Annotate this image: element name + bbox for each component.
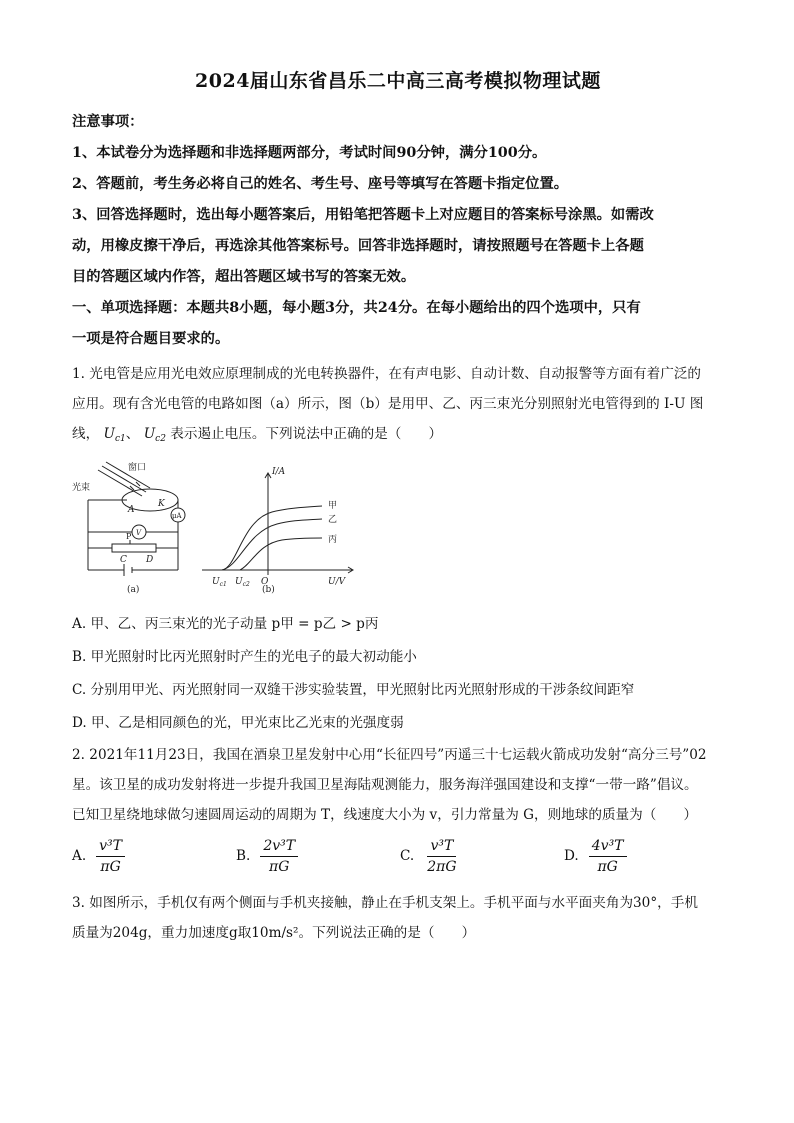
question-2-option-c: C. $\frac{\text{v³T}}{2\pi G}$	[400, 837, 457, 875]
question-3-text: 质量为204g，重力加速度g取10m/s²。下列说法正确的是（ ）	[72, 925, 476, 941]
question-2-text: 已知卫星绕地球做匀速圆周运动的周期为 T，线速度大小为 v，引力常量为 G，则地球的质量为（ ）	[72, 807, 698, 823]
section-heading: 一、单项选择题：本题共8小题，每小题3分，共24分。在每小题给出的四个选项中，只有	[72, 300, 641, 316]
label-slider: P	[126, 532, 132, 541]
question-2-option-a: A. $\frac{\text{v³T}}{\pi G}$	[72, 838, 236, 875]
stopping-voltage-2: $U_{c2}$	[143, 426, 166, 444]
section-heading: 一项是符合题目要求的。	[72, 331, 230, 347]
question-2-option-b: B. $\frac{\text{2v³T}}{\pi G}$	[236, 838, 400, 875]
question-1-text-suffix: 表示遏止电压。下列说法中正确的是（ ）	[170, 426, 443, 442]
label-microammeter: μA	[172, 512, 182, 520]
label-figure-b: (b)	[262, 585, 275, 595]
question-2-options	[72, 830, 724, 882]
stopping-voltage-1: $U_{c1}$	[103, 426, 126, 444]
notice-item: 1、本试卷分为选择题和非选择题两部分，考试时间90分钟，满分100分。	[72, 145, 547, 161]
label-voltmeter: V	[136, 529, 142, 537]
label-origin: O	[261, 577, 269, 587]
question-1-text: 1. 光电管是应用光电效应原理制成的光电转换器件，在有声电影、自动计数、自动报警等方面有着广泛的	[72, 366, 702, 382]
exam-page	[72, 66, 724, 948]
label-x-axis: U/V	[328, 577, 346, 587]
question-1-text: 线， $U_{c1}$、 $U_{c2}$ 表示遏止电压。下列说法中正确的是（ ）	[72, 426, 443, 444]
question-1-text: 应用。现有含光电管的电路如图（a）所示，图（b）是用甲、乙、丙三束光分别照射光电管得到的 I-U 图	[72, 396, 704, 412]
circuit-and-iu-graph	[72, 460, 372, 600]
question-3-text: 3. 如图所示，手机仅有两个侧面与手机夹接触，静止在手机支架上。手机平面与水平面夹角为30°，手机	[72, 895, 698, 911]
question-1-option-d: D. 甲、乙是相同颜色的光，甲光束比乙光束的光强度弱	[72, 715, 404, 731]
question-1-option-b: B. 甲光照射时比丙光照射时产生的光电子的最大初动能小	[72, 649, 417, 665]
notice-item: 动，用橡皮擦干净后，再选涂其他答案标号。回答非选择题时，请按照题号在答题卡上各题	[72, 238, 644, 254]
question-2-text: 星。该卫星的成功发射将进一步提升我国卫星海陆观测能力，服务海洋强国建设和支撑“一带一路”倡议。	[72, 777, 698, 793]
label-c: C	[120, 555, 127, 565]
question-1-option-a: A. 甲、乙、丙三束光的光子动量 p甲 = p乙 > p丙	[72, 616, 379, 632]
label-beam: 光束	[72, 483, 91, 493]
question-2-text: 2. 2021年11月23日，我国在酒泉卫星发射中心用“长征四号”丙遥三十七运载火箭成功发射“高分三号”02	[72, 747, 707, 763]
label-curve-yi: 乙	[328, 515, 338, 525]
question-1-text-prefix: 线，	[72, 426, 100, 442]
label-figure-a: (a)	[127, 585, 140, 595]
label-window: 窗口	[128, 463, 147, 473]
notice-item: 目的答题区域内作答，超出答题区域书写的答案无效。	[72, 269, 416, 285]
label-curve-jia: 甲	[328, 501, 338, 511]
notice-item: 2、答题前，考生务必将自己的姓名、考生号、座号等填写在答题卡指定位置。	[72, 176, 569, 192]
question-1-option-c: C. 分别用甲光、丙光照射同一双缝干涉实验装置，甲光照射比丙光照射形成的干涉条纹间距窄	[72, 682, 635, 698]
label-cathode: K	[158, 499, 165, 509]
label-anode: A	[128, 505, 135, 515]
label-y-axis: I/A	[272, 467, 286, 477]
exam-title: 2024届山东省昌乐二中高三高考模拟物理试题	[195, 70, 601, 92]
question-2-option-d: D. $\frac{\text{4v³T}}{\pi G}$	[564, 838, 627, 875]
label-d: D	[146, 555, 154, 565]
notice-heading: 注意事项：	[72, 114, 144, 130]
notice-item: 3、回答选择题时，选出每小题答案后，用铅笔把答题卡上对应题目的答案标号涂黑。如需改	[72, 207, 654, 223]
label-uc2: $U_{c2}$	[235, 577, 250, 588]
label-uc1: $U_{c1}$	[212, 577, 227, 588]
question-1-figure	[72, 460, 724, 600]
label-curve-bing: 丙	[328, 535, 338, 545]
